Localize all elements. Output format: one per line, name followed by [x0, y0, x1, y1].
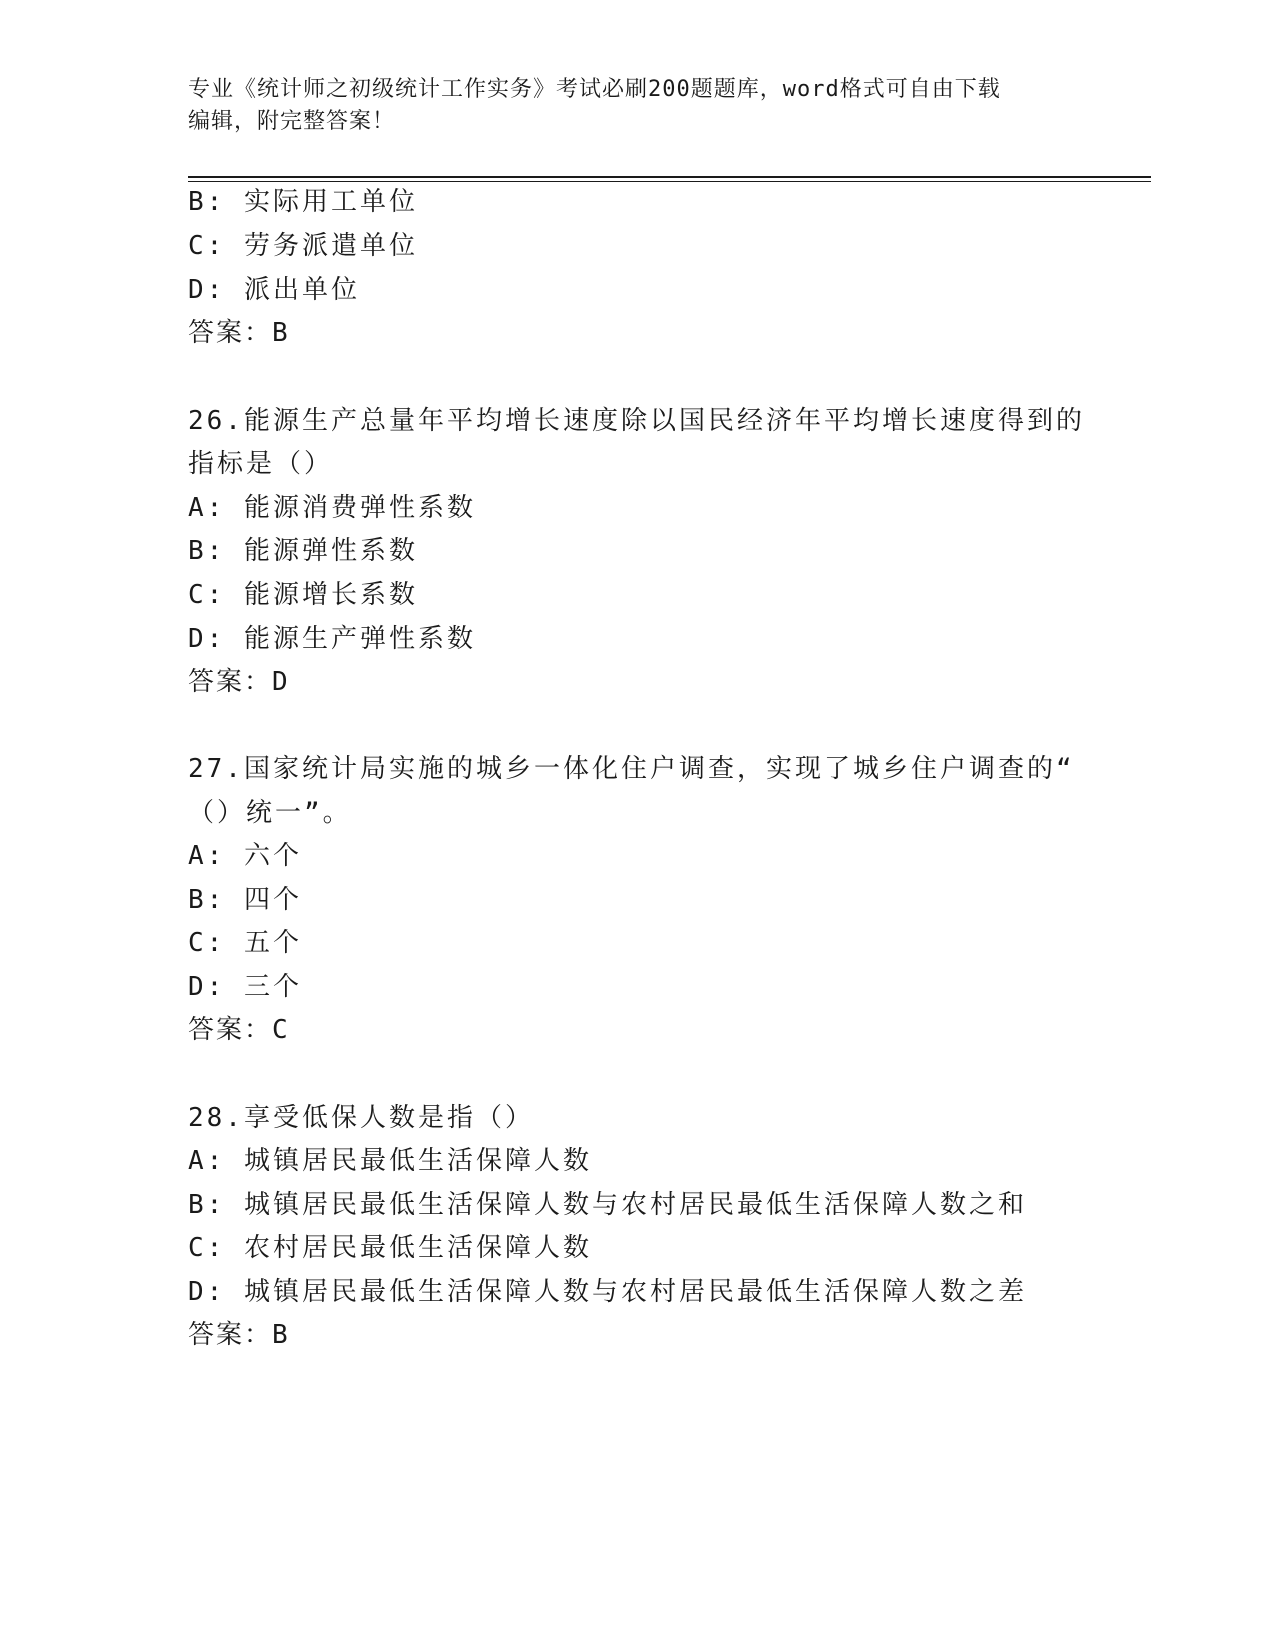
option-d: D: 三个 — [188, 972, 302, 1002]
answer-label: 答案： — [188, 1015, 273, 1045]
option-c: C: 五个 — [188, 928, 302, 958]
option-d: D: 能源生产弹性系数 — [188, 624, 476, 654]
option-d: D: 派出单位 — [188, 275, 360, 305]
option-a: A: 能源消费弹性系数 — [188, 493, 476, 523]
option-c: C: 农村居民最低生活保障人数 — [188, 1233, 592, 1263]
option-d: D: 城镇居民最低生活保障人数与农村居民最低生活保障人数之差 — [188, 1277, 1027, 1307]
header-line-2: 编辑，附完整答案！ — [188, 109, 396, 134]
page-header — [188, 74, 1068, 138]
answer-label: 答案： — [188, 667, 273, 697]
answer-line — [188, 1318, 289, 1352]
question-26-stem-cont: 指标是（） — [188, 449, 334, 479]
option-c: C: 能源增长系数 — [188, 580, 418, 610]
question-26-stem: 26.能源生产总量年平均增长速度除以国民经济年平均增长速度得到的 — [188, 406, 1085, 436]
option-b: B: 实际用工单位 — [188, 187, 418, 217]
answer-value: B — [272, 1320, 289, 1350]
option-c: C: 劳务派遣单位 — [188, 231, 418, 261]
header-rule-thin — [188, 181, 1151, 182]
option-b: B: 能源弹性系数 — [188, 536, 418, 566]
answer-line — [188, 665, 289, 699]
answer-line — [188, 1013, 289, 1047]
answer-line — [188, 316, 289, 350]
question-27-stem: 27.国家统计局实施的城乡一体化住户调查，实现了城乡住户调查的“ — [188, 754, 1075, 784]
question-27-stem-cont: （）统一”。 — [188, 798, 352, 828]
answer-label: 答案： — [188, 318, 273, 348]
option-b: B: 四个 — [188, 885, 302, 915]
option-a: A: 城镇居民最低生活保障人数 — [188, 1146, 592, 1176]
answer-value: C — [272, 1015, 289, 1045]
answer-value: D — [272, 667, 289, 697]
header-line-1: 专业《统计师之初级统计工作实务》考试必刷200题题库，word格式可自由下载 — [188, 77, 1001, 102]
question-28-stem: 28.享受低保人数是指（） — [188, 1103, 534, 1133]
option-a: A: 六个 — [188, 841, 302, 871]
option-b: B: 城镇居民最低生活保障人数与农村居民最低生活保障人数之和 — [188, 1190, 1027, 1220]
answer-label: 答案： — [188, 1320, 273, 1350]
answer-value: B — [272, 318, 289, 348]
header-rule-thick — [188, 176, 1151, 178]
